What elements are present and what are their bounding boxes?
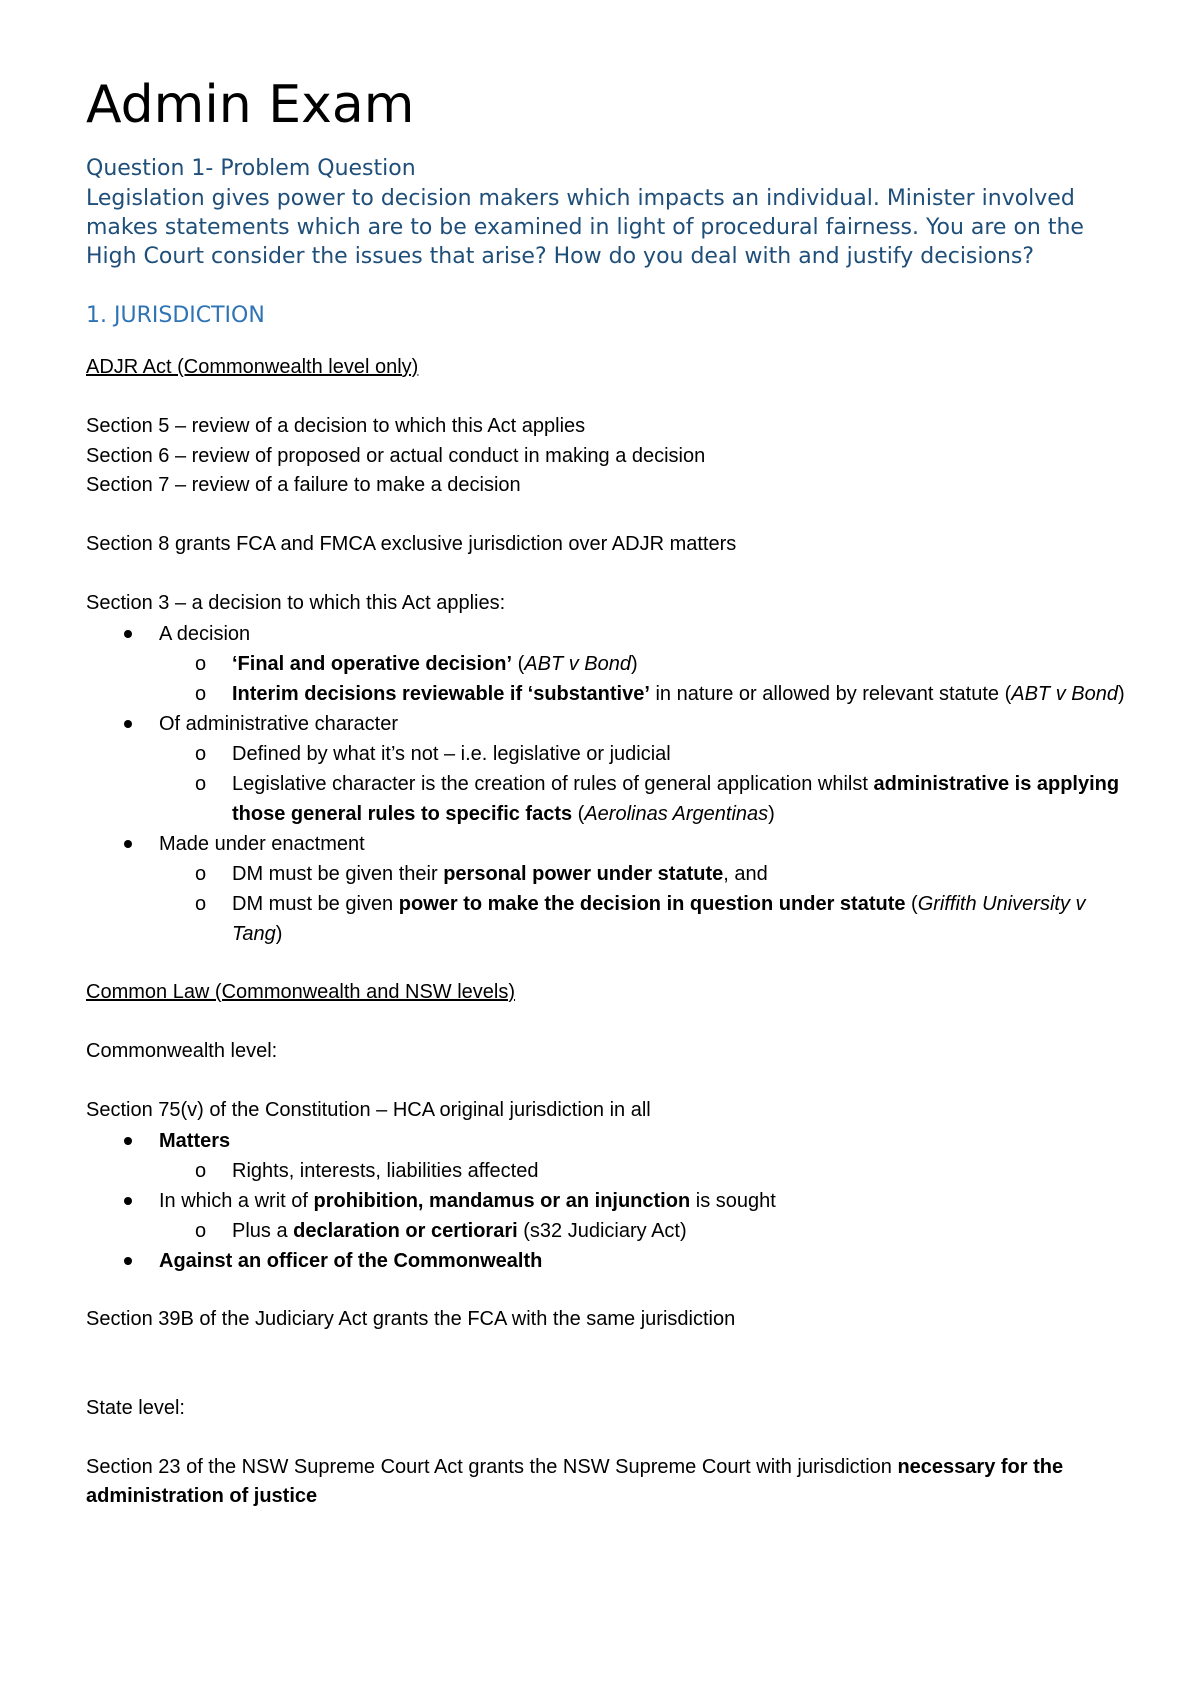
section-3-intro: Section 3 – a decision to which this Act applies: xyxy=(86,592,506,614)
state-level-label: State level: xyxy=(86,1396,185,1419)
sub-list-item: o Rights, interests, liabilities affected xyxy=(159,1156,1126,1186)
section-heading-jurisdiction: 1. JURISDICTION xyxy=(86,303,265,328)
document-content xyxy=(86,68,1126,1512)
sub-list-item: o DM must be given their personal power under statute, and xyxy=(159,859,1126,889)
sub-list xyxy=(159,739,1126,829)
commonwealth-level-label: Commonwealth level: xyxy=(86,1040,278,1062)
circle-bullet-icon: o xyxy=(195,682,207,705)
circle-bullet-icon: o xyxy=(195,742,207,765)
sub-list xyxy=(159,1156,1126,1186)
circle-bullet-icon: o xyxy=(195,772,207,795)
section-5-line: Section 5 – review of a decision to which this Act applies xyxy=(86,415,586,437)
bullet-icon xyxy=(124,1137,132,1145)
section-6-line: Section 6 – review of proposed or actual conduct in making a decision xyxy=(86,444,706,467)
section-75-list xyxy=(86,1126,1126,1276)
sub-list-item: o DM must be given power to make the decision in question under statute (Griffith University v Tang) xyxy=(159,889,1126,949)
list-item: In which a writ of prohibition, mandamus or an injunction is sought o Plus a declaration or certiorari (s32 Judiciary Act) xyxy=(86,1186,1126,1246)
sub-list-item: o Legislative character is the creation of rules of general application whilst administrative is applying those general rules to specific facts (Aerolinas Argentinas) xyxy=(159,769,1126,829)
sub-list xyxy=(159,649,1126,709)
circle-bullet-icon: o xyxy=(195,862,207,885)
circle-bullet-icon: o xyxy=(195,1159,207,1182)
sub-list-item: o Interim decisions reviewable if ‘substantive’ in nature or allowed by relevant statute (ABT v Bond) xyxy=(159,679,1126,709)
bullet-icon xyxy=(124,630,132,638)
adjr-heading: ADJR Act (Commonwealth level only) xyxy=(86,356,419,378)
list-item: Of administrative character o Defined by what it’s not – i.e. legislative or judicial o Legislative character is the creation of rules of general application whilst administrative is applying those general rules to specific facts (Aerolinas Argentinas) xyxy=(86,709,1126,829)
section-23-line: Section 23 of the NSW Supreme Court Act grants the NSW Supreme Court with jurisdiction necessary for the administration of justice xyxy=(86,1455,1064,1507)
circle-bullet-icon: o xyxy=(195,892,207,915)
section-7-line: Section 7 – review of a failure to make a decision xyxy=(86,474,521,496)
sub-list xyxy=(159,1216,1126,1246)
bullet-icon xyxy=(124,1257,132,1265)
list-item: A decision o ‘Final and operative decision’ (ABT v Bond) o Interim decisions reviewable if ‘substantive’ in nature or allowed by relevant statute (ABT v Bond) xyxy=(86,619,1126,709)
section-75-line: Section 75(v) of the Constitution – HCA original jurisdiction in all xyxy=(86,1099,651,1121)
section-39b-line: Section 39B of the Judiciary Act grants the FCA with the same jurisdiction xyxy=(86,1308,736,1330)
common-law-heading: Common Law (Commonwealth and NSW levels) xyxy=(86,981,516,1003)
sub-list-item: o Plus a declaration or certiorari (s32 Judiciary Act) xyxy=(159,1216,1126,1246)
section-8-line: Section 8 grants FCA and FMCA exclusive jurisdiction over ADJR matters xyxy=(86,533,737,555)
question-body: Legislation gives power to decision makers which impacts an individual. Minister involved makes statements which are to be examined in light of procedural fairness. You are on the High Court consider the issues that arise? How do you deal with and justify decisions? xyxy=(86,186,1084,269)
document-title: Admin Exam xyxy=(86,75,415,135)
bullet-icon xyxy=(124,840,132,848)
sub-list-item: o ‘Final and operative decision’ (ABT v Bond) xyxy=(159,649,1126,679)
bullet-icon xyxy=(124,1197,132,1205)
list-item: Matters o Rights, interests, liabilities affected xyxy=(86,1126,1126,1186)
list-item: Made under enactment o DM must be given their personal power under statute, and o DM must be given power to make the decision in question under statute (Griffith University v Tang) xyxy=(86,829,1126,949)
circle-bullet-icon: o xyxy=(195,652,207,675)
question-heading: Question 1- Problem Question xyxy=(86,156,416,181)
circle-bullet-icon: o xyxy=(195,1219,207,1242)
section-3-list xyxy=(86,619,1126,949)
sub-list xyxy=(159,859,1126,949)
bullet-icon xyxy=(124,720,132,728)
list-item: Against an officer of the Commonwealth xyxy=(86,1246,1126,1276)
sub-list-item: o Defined by what it’s not – i.e. legislative or judicial xyxy=(159,739,1126,769)
